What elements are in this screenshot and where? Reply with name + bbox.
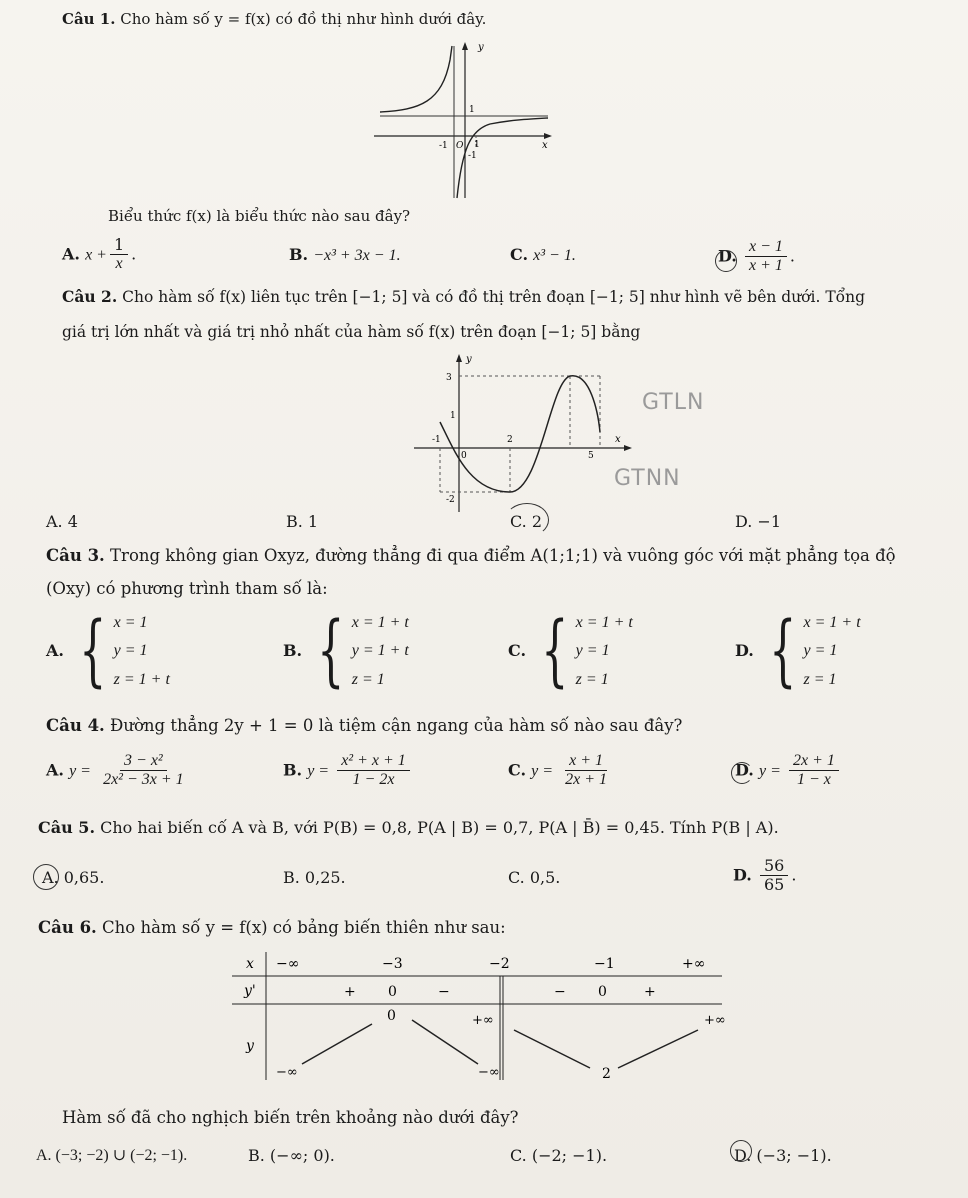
q6-x-1: −3 bbox=[382, 956, 403, 972]
q1-option-b[interactable]: B. −x³ + 3x − 1. bbox=[289, 245, 401, 264]
q6-arrow-up-1 bbox=[302, 1024, 372, 1064]
q6-row-y: y bbox=[246, 1038, 254, 1054]
q6-x-4: +∞ bbox=[682, 956, 706, 972]
q1-y-arrow bbox=[462, 42, 468, 50]
q6-row-x: x bbox=[246, 956, 254, 972]
svg-text:3: 3 bbox=[446, 373, 452, 383]
q1-graph bbox=[370, 40, 560, 200]
q6-sign-5: + bbox=[644, 984, 656, 1000]
q4-option-d[interactable]: D. y = $\frac{2x + 1}{1 - x}$ bbox=[735, 752, 842, 790]
q5-stem-line: Câu 5. Cho hai biến cố A và B, với P(B) = 0,8, P(A | B) = 0,7, P(A | B̄) = 0,45. Tính P(B | A). bbox=[38, 818, 779, 837]
q6-question: Hàm số đã cho nghịch biến trên khoảng nào dưới đây? bbox=[62, 1108, 519, 1127]
q5-option-c[interactable]: C. 0,5. bbox=[508, 868, 561, 887]
q3-line2: (Oxy) có phương trình tham số là: bbox=[46, 579, 328, 598]
q1-x-label: x bbox=[542, 140, 548, 151]
q6-stem-line: Câu 6. Cho hàm số y = f(x) có bảng biến thiên như sau: bbox=[38, 918, 506, 937]
q6-x-2: −2 bbox=[489, 956, 510, 972]
q1-tick-yneg1: -1 bbox=[468, 151, 477, 161]
q6-y-2: +∞ bbox=[704, 1013, 726, 1028]
q6-y-4: −∞ bbox=[478, 1065, 500, 1080]
q1-tick-neg1: -1 bbox=[439, 141, 448, 151]
q2-curve bbox=[440, 376, 600, 492]
q1-option-c[interactable]: C. x³ − 1. bbox=[510, 245, 576, 264]
q3-option-b[interactable]: B. { x = 1 + t y = 1 + t z = 1 bbox=[283, 606, 409, 696]
q1-option-a[interactable]: A. x + $\frac{1}{x}$ . bbox=[62, 235, 137, 273]
q6-sign-2: − bbox=[438, 984, 450, 1000]
q2-handwritten-min: GTNN bbox=[614, 466, 681, 491]
q6-arrow-down-1 bbox=[412, 1020, 478, 1064]
q2-line2: giá trị lớn nhất và giá trị nhỏ nhất của hàm số f(x) trên đoạn [−1; 5] bằng bbox=[62, 323, 641, 341]
q5-option-b[interactable]: B. 0,25. bbox=[283, 868, 346, 887]
q6-option-d[interactable]: D. (−3; −1). bbox=[734, 1146, 832, 1165]
q6-y-5: 2 bbox=[602, 1066, 611, 1082]
q6-arrow-down-2 bbox=[514, 1030, 590, 1068]
q4-option-c[interactable]: C. y = $\frac{x + 1}{2x + 1}$ bbox=[508, 752, 608, 789]
q1-answer-mark bbox=[715, 250, 737, 272]
q1-y-label: y bbox=[478, 42, 484, 53]
q1-curve-left bbox=[380, 46, 452, 112]
q2-option-a[interactable]: A. 4 bbox=[46, 512, 78, 531]
svg-text:5: 5 bbox=[588, 451, 594, 461]
svg-text:1: 1 bbox=[450, 411, 456, 421]
q2-line1: Câu 2. Cho hàm số f(x) liên tục trên [−1; 5] và có đồ thị trên đoạn [−1; 5] như hình vẽ bên dưới. Tổng bbox=[62, 287, 866, 306]
q2-handwritten-max: GTLN bbox=[642, 390, 705, 415]
q1-tick-x1: 1 bbox=[474, 140, 480, 150]
q1-label: Câu 1. bbox=[62, 10, 116, 28]
svg-text:2: 2 bbox=[507, 435, 513, 445]
svg-text:0: 0 bbox=[461, 451, 467, 461]
q6-option-b[interactable]: B. (−∞; 0). bbox=[248, 1146, 335, 1165]
q6-row-yprime: y' bbox=[244, 983, 256, 999]
q1-origin: O bbox=[456, 141, 464, 151]
q1-question: Biểu thức f(x) là biểu thức nào sau đây? bbox=[108, 207, 411, 225]
q2-option-c[interactable]: C. 2 bbox=[510, 512, 543, 531]
q1-stem-line bbox=[62, 10, 486, 28]
q2-option-d[interactable]: D. −1 bbox=[735, 512, 782, 531]
q6-sign-1: 0 bbox=[388, 984, 397, 1000]
q1-x-arrow bbox=[544, 133, 552, 139]
q6-sign-0: + bbox=[344, 984, 356, 1000]
q4-option-b[interactable]: B. y = $\frac{\text{x² + x + 1}}{1 - 2x}$ bbox=[283, 752, 413, 790]
q6-x-0: −∞ bbox=[276, 956, 300, 972]
q5-option-d[interactable]: D. $\frac{56}{65}$ . bbox=[733, 856, 797, 895]
q1-stem: Cho hàm số y = f(x) có đồ thị như hình dưới đây. bbox=[120, 10, 487, 28]
q4-option-a[interactable]: A. y = $\frac{\text{3 − x²}}{\text{2x² − 3x + 1}}$ bbox=[46, 752, 184, 789]
q6-sign-4: 0 bbox=[598, 984, 607, 1000]
q6-answer-mark bbox=[730, 1140, 752, 1162]
q6-y-3: −∞ bbox=[276, 1065, 298, 1080]
q3-option-a[interactable]: A. { x = 1 y = 1 z = 1 + t bbox=[46, 606, 170, 696]
q4-stem-line: Câu 4. Đường thẳng 2y + 1 = 0 là tiệm cận ngang của hàm số nào sau đây? bbox=[46, 716, 683, 735]
q1-tick-1: 1 bbox=[469, 105, 475, 115]
q3-option-d[interactable]: D. { x = 1 + t y = 1 z = 1 bbox=[735, 606, 861, 696]
svg-text:-2: -2 bbox=[446, 495, 455, 505]
q3-option-c[interactable]: C. { x = 1 + t y = 1 z = 1 bbox=[508, 606, 633, 696]
q6-variation-table bbox=[232, 952, 732, 1082]
q5-option-a[interactable]: A. 0,65. bbox=[42, 868, 105, 887]
q1-option-d[interactable]: D. $\frac{x - 1}{x + 1}$ . bbox=[718, 238, 795, 275]
q6-y-0: 0 bbox=[387, 1008, 396, 1024]
q3-line1: Câu 3. Trong không gian Oxyz, đường thẳng đi qua điểm A(1;1;1) và vuông góc với mặt phẳng tọa độ bbox=[46, 546, 896, 565]
svg-text:y: y bbox=[466, 354, 472, 365]
q2-answer-mark bbox=[505, 503, 549, 537]
q6-sign-3: − bbox=[554, 984, 566, 1000]
q6-arrow-up-2 bbox=[618, 1030, 698, 1068]
svg-text:x: x bbox=[615, 434, 621, 445]
q2-graph bbox=[410, 352, 635, 514]
q2-option-b[interactable]: B. 1 bbox=[286, 512, 319, 531]
q5-answer-mark bbox=[33, 864, 59, 890]
svg-text:-1: -1 bbox=[432, 435, 441, 445]
q6-y-1: +∞ bbox=[472, 1013, 494, 1028]
q6-option-a[interactable]: A. (−3; −2) ∪ (−2; −1). bbox=[36, 1147, 188, 1164]
q6-option-c[interactable]: C. (−2; −1). bbox=[510, 1146, 608, 1165]
q6-x-3: −1 bbox=[594, 956, 615, 972]
q4-answer-mark bbox=[731, 762, 753, 784]
